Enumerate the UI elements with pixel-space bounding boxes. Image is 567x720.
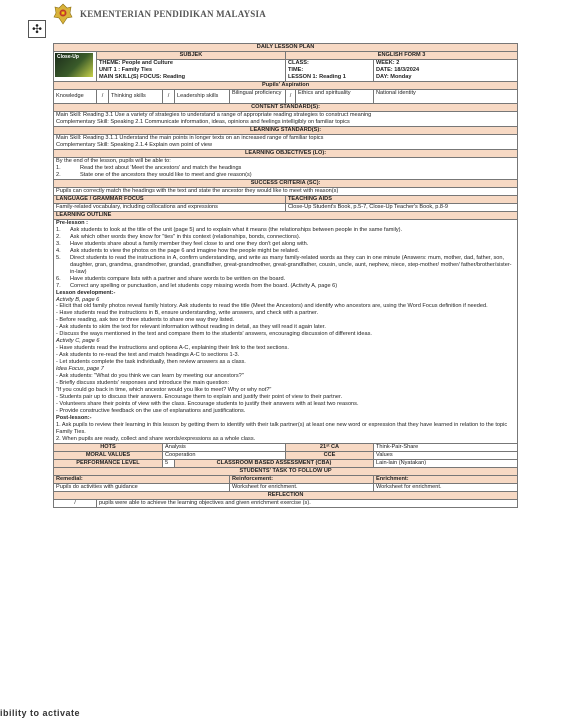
list-item: - Elicit that old family photos reveal family history. Ask students to read the title (Meet the Ancestors) and identify who ancestors are, using the Word Focus definition if needed. bbox=[56, 303, 488, 310]
list-item: - Ask students to skim the text for relevant information without reading in detail, as they will read it again later. bbox=[56, 324, 326, 331]
list-item: 5. Direct students to read the instructions in A, confirm understanding, and write as many family-related words as they can in one minute (Answers: mum, mother, dad, father, son, daughter, gran, grandma, grandmother, grandad, grandfather, great-grandmother, great-grandfather, cousin, uncle, aunt, nephew, niece, step-mother/ mother/ father/brother/sister-in-law) bbox=[56, 254, 512, 275]
unit-text: UNIT 1 : Family Ties bbox=[99, 66, 153, 73]
list-item: - Have students read the instructions in B, ensure understanding, write answers, and check with a partner. bbox=[56, 310, 319, 317]
list-item: - Ask students to re-read the text and match headings A-C to sections 1-3. bbox=[56, 352, 240, 359]
aspiration-mark: / bbox=[163, 89, 175, 103]
ministry-name: KEMENTERIAN PENDIDIKAN MALAYSIA bbox=[80, 9, 266, 19]
learning-standard-main: Main Skill: Reading 3.1.1 Understand the main points in longer texts on an increased range of familiar topics bbox=[56, 134, 324, 141]
textbook-cover-icon: Close-Up bbox=[55, 53, 93, 77]
aspiration-thinking: Thinking skills bbox=[109, 89, 163, 103]
lesson-development-title: Lesson development:- bbox=[56, 289, 116, 296]
language-focus-body: Family-related vocabulary, including collocations and expressions bbox=[54, 203, 286, 211]
performance-value: 5 bbox=[163, 460, 175, 468]
class-time-cell bbox=[286, 59, 374, 81]
reflection-mark: / bbox=[54, 500, 97, 508]
content-standard-comp: Complementary Skill: Speaking 2.1 Communicate information, ideas, opinions and feelings intelligibly on familiar topics bbox=[56, 118, 350, 125]
footer-text: ibility to activate bbox=[0, 708, 81, 718]
reflection-text: pupils were able to achieve the learning objectives and given enrichment exercise (s). bbox=[97, 500, 518, 508]
success-criteria-title: SUCCESS CRITERIA (SC): bbox=[54, 179, 518, 187]
aspiration-bilingual: Bilingual proficiency bbox=[230, 89, 286, 103]
activity-heading: Idea Focus, page 7 bbox=[56, 366, 104, 373]
aspiration-national: National identity bbox=[374, 89, 518, 103]
cba-label: CLASSROOM BASED ASSESSMENT (CBA) bbox=[175, 460, 374, 468]
moral-label: MORAL VALUES bbox=[54, 452, 163, 460]
outline-body bbox=[54, 219, 518, 444]
plan-title: DAILY LESSON PLAN bbox=[54, 44, 518, 52]
subject-label: SUBJEK bbox=[97, 51, 286, 59]
activity-heading: Activity B, page 6 bbox=[56, 296, 100, 303]
followup-title: STUDENTS' TASK TO FOLLOW UP bbox=[54, 468, 518, 476]
reflection-title: REFLECTION bbox=[54, 492, 518, 500]
ca-label: 21ˢᵗ CA bbox=[286, 444, 374, 452]
objectives-body bbox=[54, 157, 518, 179]
date-text: DATE: 18/3/2024 bbox=[376, 66, 420, 73]
list-item: - Before reading, ask two or three students to share one way they listed. bbox=[56, 317, 235, 324]
theme-unit-cell bbox=[97, 59, 286, 81]
lesson-plan-table bbox=[53, 43, 518, 508]
success-criteria-body: Pupils can correctly match the headings with the text and state the ancestor they would like to meet with reason(s) bbox=[54, 187, 518, 195]
list-item: 2. When pupils are ready, collect and share words/expressions as a whole class. bbox=[56, 436, 256, 443]
list-item: - Volunteers share their points of view with the class. Encourage students to justify their answers with at least two reasons. bbox=[56, 401, 359, 408]
list-item: 4. Ask students to view the photos on the page 6 and imagine how the people might be related. bbox=[56, 247, 300, 254]
pre-lesson-title: Pre-lesson : bbox=[56, 219, 89, 226]
objectives-intro: By the end of the lesson, pupils will be able to: bbox=[56, 157, 171, 164]
performance-label: PERFORMANCE LEVEL bbox=[54, 460, 163, 468]
hots-label: HOTS bbox=[54, 444, 163, 452]
learning-standard-title: LEARNING STANDARD(S): bbox=[54, 126, 518, 134]
list-item: - Have students read the instructions and options A-C, explaining their link to the text sections. bbox=[56, 345, 289, 352]
language-focus-title: LANGUAGE / GRAMMAR FOCUS bbox=[54, 195, 286, 203]
skill-text: MAIN SKILL(S) FOCUS: Reading bbox=[99, 73, 186, 80]
objectives-title: LEARNING OBJECTIVES (LO): bbox=[54, 149, 518, 157]
move-handle-icon[interactable]: ✣ bbox=[28, 20, 46, 38]
list-item: 6. Have students compare lists with a partner and share words to be written on the board. bbox=[56, 275, 286, 282]
page-header bbox=[0, 0, 567, 40]
remedial-label: Remedial: bbox=[54, 476, 230, 484]
list-item: "If you could go back in time, which ancestor would you like to meet? Why or why not?" bbox=[56, 387, 272, 394]
malaysia-crest-icon bbox=[53, 3, 73, 25]
day-text: DAY: Monday bbox=[376, 73, 412, 80]
learning-standard-comp: Complementary Skill: Speaking 2.1.4 Explain own point of view bbox=[56, 141, 213, 148]
content-standard-main: Main Skill: Reading 3.1 Use a variety of strategies to understand a range of appropriate reading strategies to construct meaning bbox=[56, 111, 372, 118]
aspiration-mark: / bbox=[286, 89, 296, 103]
list-item: - Students pair up to discuss their answers. Encourage them to explain and justify their point of view to their partner. bbox=[56, 394, 343, 401]
ca-value: Think-Pair-Share bbox=[374, 444, 518, 452]
hots-value: Analysis bbox=[163, 444, 286, 452]
time-text: TIME: bbox=[288, 66, 304, 73]
content-standard-title: CONTENT STANDARD(S): bbox=[54, 103, 518, 111]
list-item: 2. Ask which other words they know for "ties" in this context (relationships, bonds, connections). bbox=[56, 233, 301, 240]
textbook-cover-cell bbox=[54, 51, 97, 81]
teaching-aids-body: Close-Up Student's Book, p.5-7, Close-Up Teacher's Book, p.8-9 bbox=[286, 203, 518, 211]
lesson-text: LESSON 1: Reading 1 bbox=[288, 73, 346, 80]
list-item: - Discuss the ways mentioned in the text and compare them to the students' answers, encouraging discussion of different ideas. bbox=[56, 331, 372, 338]
list-item: - Provide constructive feedback on the use of explanations and justifications. bbox=[56, 408, 246, 415]
week-date-cell bbox=[374, 59, 518, 81]
enrichment-label: Enrichment: bbox=[374, 476, 518, 484]
list-item: - Let students complete the task individually, then review answers as a class. bbox=[56, 359, 246, 366]
aspiration-title: Pupils' Aspiration bbox=[54, 81, 518, 89]
theme-text: THEME: People and Culture bbox=[99, 59, 173, 66]
list-item: 2. State one of the ancestors they would like to meet and give reason(s) bbox=[56, 171, 252, 178]
list-item: - Ask students: "What do you think we can learn by meeting our ancestors?" bbox=[56, 373, 244, 380]
cba-value: Lain-lain (Nyatakan) bbox=[374, 460, 518, 468]
list-item: 1. Ask pupils to review their learning in this lesson by getting them to identify with their talk partner(s) at least one new word or expression that they have learned in relation to the topic Family Ties. bbox=[56, 422, 508, 436]
cce-value: Values bbox=[374, 452, 518, 460]
aspiration-mark: / bbox=[97, 89, 109, 103]
post-lesson-title: Post-lesson:- bbox=[56, 415, 92, 422]
reinforcement-value: Worksheet for enrichment. bbox=[230, 484, 374, 492]
reinforcement-label: Reinforcement: bbox=[230, 476, 374, 484]
moral-value: Cooperation bbox=[163, 452, 286, 460]
enrichment-value: Worksheet for enrichment. bbox=[374, 484, 518, 492]
teaching-aids-title: TEACHING AIDS bbox=[286, 195, 518, 203]
activity-heading: Activity C, page 6 bbox=[56, 338, 100, 345]
list-item: 3. Have students share about a family member they feel close to and one they don't get along with. bbox=[56, 240, 309, 247]
aspiration-ethics: Ethics and spirituality bbox=[296, 89, 374, 103]
cce-label: CCE bbox=[286, 452, 374, 460]
list-item: - Briefly discuss students' responses and introduce the main question: bbox=[56, 380, 230, 387]
aspiration-leadership: Leadership skills bbox=[175, 89, 230, 103]
week-text: WEEK: 2 bbox=[376, 59, 400, 66]
outline-title: LEARNING OUTLINE bbox=[54, 211, 518, 219]
list-item: 1. Ask students to look at the title of the unit (page 5) and to explain what it means (the relationships between people in the same family). bbox=[56, 226, 403, 233]
subject-value: ENGLISH FORM 3 bbox=[286, 51, 518, 59]
list-item: 7. Correct any spelling or punctuation, and let students copy missing words from the board. (Activity A, page 6) bbox=[56, 282, 338, 289]
aspiration-knowledge: Knowledge bbox=[54, 89, 97, 103]
remedial-value: Pupils do activities with guidance bbox=[54, 484, 230, 492]
learning-standard-body bbox=[54, 134, 518, 149]
class-text: CLASS: bbox=[288, 59, 309, 66]
content-standard-body bbox=[54, 111, 518, 126]
list-item: 1. Read the text about 'Meet the ancestors' and match the headings bbox=[56, 164, 242, 171]
